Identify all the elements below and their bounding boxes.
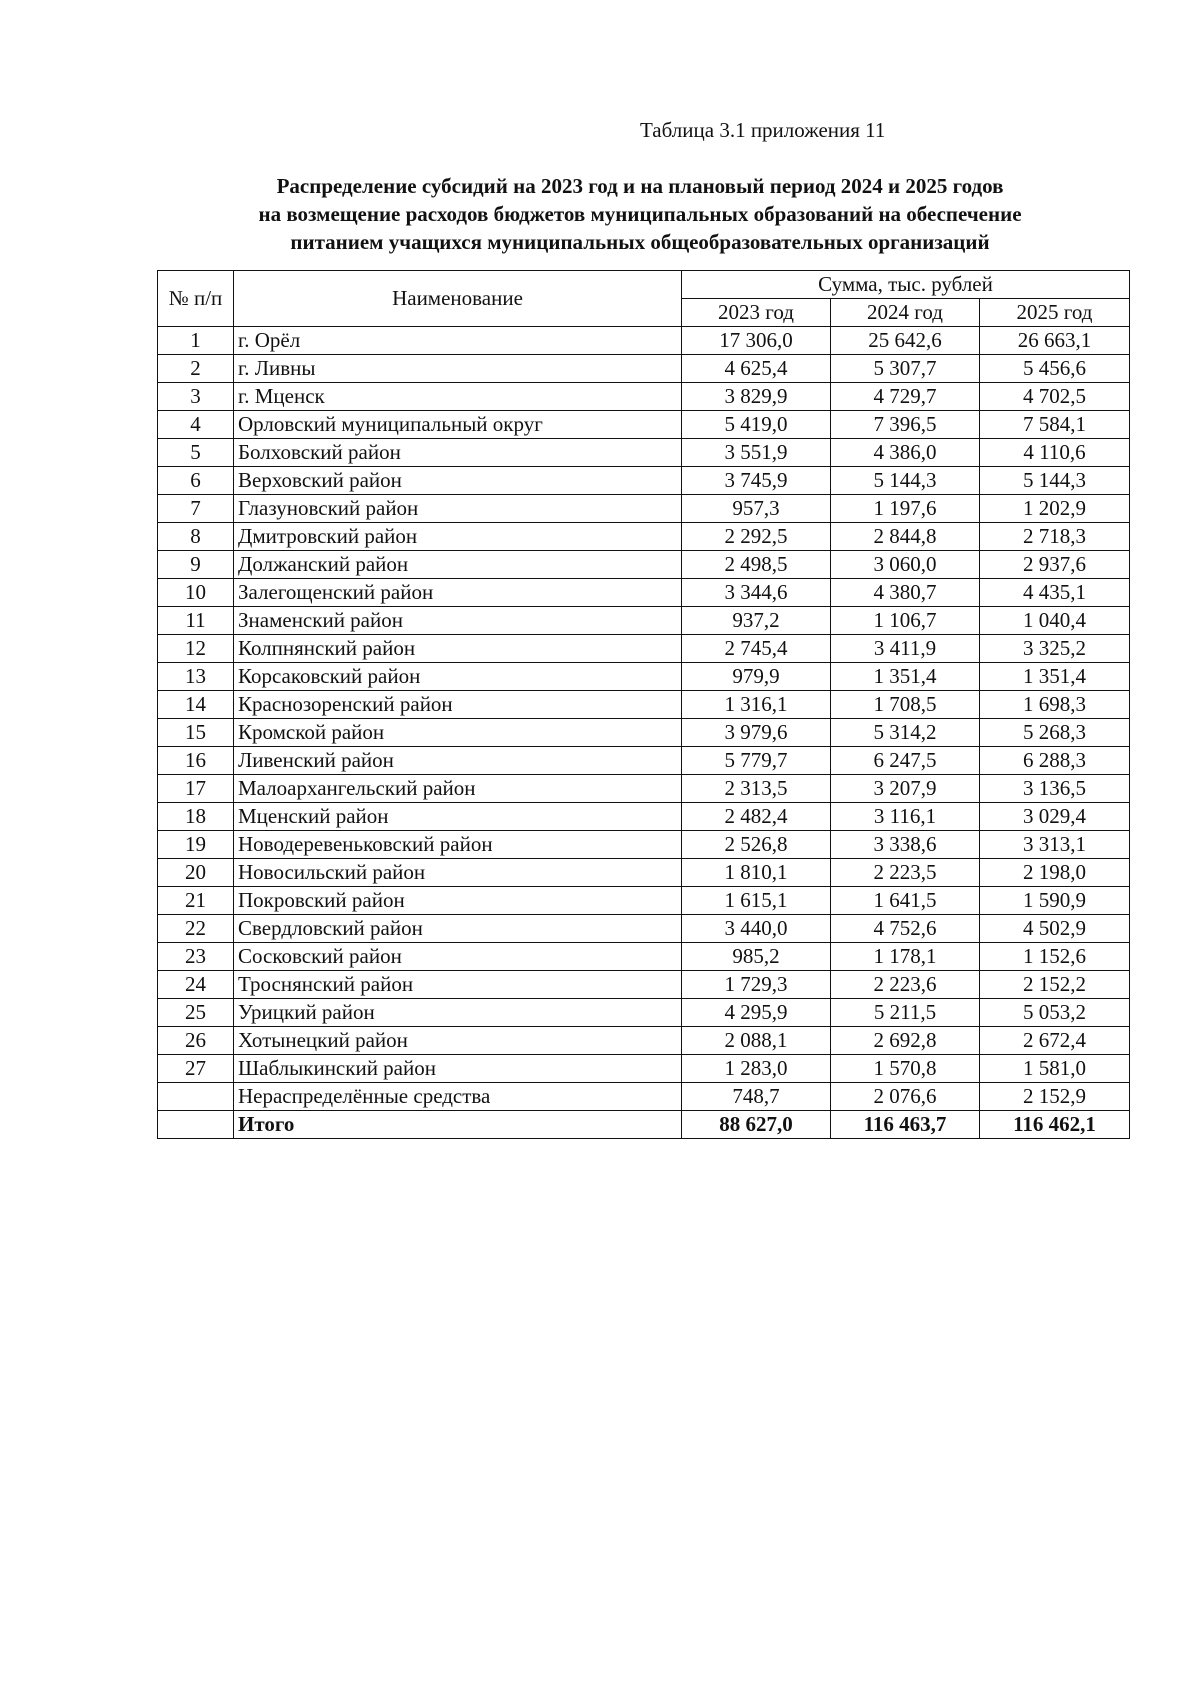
row-number-cell	[158, 1083, 234, 1111]
row-value-2023-cell: 1 283,0	[682, 1055, 831, 1083]
table-row	[158, 1083, 1130, 1111]
table-row	[158, 775, 1130, 803]
row-value-2025-cell: 2 198,0	[980, 859, 1130, 887]
row-value-2024-cell: 1 708,5	[831, 691, 980, 719]
table-row	[158, 607, 1130, 635]
row-value-2024-cell: 4 386,0	[831, 439, 980, 467]
row-value-2025-cell: 2 937,6	[980, 551, 1130, 579]
table-header	[158, 271, 1130, 327]
table-row	[158, 971, 1130, 999]
table-row	[158, 551, 1130, 579]
table-row	[158, 887, 1130, 915]
row-value-2024-cell: 5 211,5	[831, 999, 980, 1027]
row-value-2023-cell: 5 419,0	[682, 411, 831, 439]
row-value-2023-cell: 3 829,9	[682, 383, 831, 411]
row-value-2023-cell: 2 526,8	[682, 831, 831, 859]
total-number-cell	[158, 1111, 234, 1139]
header-year-2024: 2024 год	[831, 299, 980, 327]
row-number-cell: 22	[158, 915, 234, 943]
row-value-2025-cell: 5 053,2	[980, 999, 1130, 1027]
row-value-2025-cell: 2 718,3	[980, 523, 1130, 551]
row-value-2024-cell: 6 247,5	[831, 747, 980, 775]
row-number-cell: 11	[158, 607, 234, 635]
table-row	[158, 691, 1130, 719]
row-name-cell: Сосковский район	[234, 943, 682, 971]
row-value-2023-cell: 3 551,9	[682, 439, 831, 467]
row-value-2025-cell: 3 325,2	[980, 635, 1130, 663]
row-value-2023-cell: 3 979,6	[682, 719, 831, 747]
row-value-2023-cell: 3 344,6	[682, 579, 831, 607]
row-number-cell: 26	[158, 1027, 234, 1055]
row-value-2023-cell: 2 088,1	[682, 1027, 831, 1055]
table-row	[158, 915, 1130, 943]
row-name-cell: Дмитровский район	[234, 523, 682, 551]
total-2025-cell: 116 462,1	[980, 1111, 1130, 1139]
row-name-cell: Ливенский район	[234, 747, 682, 775]
table-row	[158, 831, 1130, 859]
row-number-cell: 10	[158, 579, 234, 607]
title-line: на возмещение расходов бюджетов муниципальных образований на обеспечение	[258, 202, 1022, 226]
row-value-2025-cell: 1 040,4	[980, 607, 1130, 635]
row-value-2024-cell: 1 570,8	[831, 1055, 980, 1083]
row-value-2025-cell: 2 672,4	[980, 1027, 1130, 1055]
row-number-cell: 3	[158, 383, 234, 411]
row-value-2023-cell: 979,9	[682, 663, 831, 691]
row-number-cell: 2	[158, 355, 234, 383]
table-row	[158, 495, 1130, 523]
table-row	[158, 467, 1130, 495]
row-value-2025-cell: 1 152,6	[980, 943, 1130, 971]
row-value-2023-cell: 2 498,5	[682, 551, 831, 579]
row-value-2025-cell: 3 029,4	[980, 803, 1130, 831]
row-number-cell: 13	[158, 663, 234, 691]
row-value-2025-cell: 4 110,6	[980, 439, 1130, 467]
table-row	[158, 803, 1130, 831]
row-number-cell: 17	[158, 775, 234, 803]
row-value-2025-cell: 1 581,0	[980, 1055, 1130, 1083]
row-value-2025-cell: 5 456,6	[980, 355, 1130, 383]
row-number-cell: 15	[158, 719, 234, 747]
row-value-2025-cell: 4 435,1	[980, 579, 1130, 607]
row-name-cell: Новодеревеньковский район	[234, 831, 682, 859]
row-value-2023-cell: 1 615,1	[682, 887, 831, 915]
header-year-2025: 2025 год	[980, 299, 1130, 327]
row-value-2025-cell: 2 152,2	[980, 971, 1130, 999]
row-number-cell: 21	[158, 887, 234, 915]
row-value-2024-cell: 3 060,0	[831, 551, 980, 579]
table-row	[158, 1027, 1130, 1055]
row-name-cell: Корсаковский район	[234, 663, 682, 691]
row-value-2024-cell: 3 411,9	[831, 635, 980, 663]
header-num: № п/п	[158, 271, 234, 327]
row-name-cell: Колпнянский район	[234, 635, 682, 663]
row-value-2023-cell: 748,7	[682, 1083, 831, 1111]
row-value-2025-cell: 3 136,5	[980, 775, 1130, 803]
row-value-2023-cell: 2 745,4	[682, 635, 831, 663]
row-number-cell: 12	[158, 635, 234, 663]
table-reference: Таблица 3.1 приложения 11	[640, 118, 886, 142]
row-value-2024-cell: 2 692,8	[831, 1027, 980, 1055]
total-label-cell: Итого	[234, 1111, 682, 1139]
row-number-cell: 5	[158, 439, 234, 467]
row-value-2025-cell: 5 268,3	[980, 719, 1130, 747]
row-value-2023-cell: 4 625,4	[682, 355, 831, 383]
table-row	[158, 1055, 1130, 1083]
table-row	[158, 355, 1130, 383]
table-row	[158, 327, 1130, 355]
row-name-cell: Болховский район	[234, 439, 682, 467]
row-number-cell: 24	[158, 971, 234, 999]
row-number-cell: 27	[158, 1055, 234, 1083]
row-value-2024-cell: 4 380,7	[831, 579, 980, 607]
row-value-2025-cell: 2 152,9	[980, 1083, 1130, 1111]
table-row	[158, 999, 1130, 1027]
row-value-2023-cell: 1 316,1	[682, 691, 831, 719]
row-value-2025-cell: 7 584,1	[980, 411, 1130, 439]
row-value-2024-cell: 1 641,5	[831, 887, 980, 915]
header-year-2023: 2023 год	[682, 299, 831, 327]
total-2023-cell: 88 627,0	[682, 1111, 831, 1139]
table-row	[158, 635, 1130, 663]
subsidy-table	[157, 270, 1130, 1139]
row-name-cell: Залегощенский район	[234, 579, 682, 607]
row-name-cell: г. Ливны	[234, 355, 682, 383]
table-row	[158, 579, 1130, 607]
row-number-cell: 16	[158, 747, 234, 775]
row-name-cell: Урицкий район	[234, 999, 682, 1027]
row-number-cell: 20	[158, 859, 234, 887]
row-value-2024-cell: 4 729,7	[831, 383, 980, 411]
row-name-cell: Должанский район	[234, 551, 682, 579]
row-value-2023-cell: 2 482,4	[682, 803, 831, 831]
row-value-2025-cell: 4 502,9	[980, 915, 1130, 943]
table-row	[158, 719, 1130, 747]
row-value-2024-cell: 1 178,1	[831, 943, 980, 971]
row-name-cell: Нераспределённые средства	[234, 1083, 682, 1111]
row-value-2025-cell: 26 663,1	[980, 327, 1130, 355]
row-name-cell: Хотынецкий район	[234, 1027, 682, 1055]
row-number-cell: 1	[158, 327, 234, 355]
document-title	[150, 172, 1130, 256]
row-name-cell: Верховский район	[234, 467, 682, 495]
total-2024-cell: 116 463,7	[831, 1111, 980, 1139]
row-name-cell: Мценский район	[234, 803, 682, 831]
row-value-2023-cell: 2 313,5	[682, 775, 831, 803]
row-value-2023-cell: 3 440,0	[682, 915, 831, 943]
row-value-2024-cell: 3 338,6	[831, 831, 980, 859]
row-value-2025-cell: 1 202,9	[980, 495, 1130, 523]
row-value-2025-cell: 1 590,9	[980, 887, 1130, 915]
row-value-2024-cell: 1 106,7	[831, 607, 980, 635]
row-name-cell: Краснозоренский район	[234, 691, 682, 719]
row-value-2023-cell: 937,2	[682, 607, 831, 635]
row-value-2024-cell: 2 223,5	[831, 859, 980, 887]
table-row	[158, 943, 1130, 971]
row-value-2024-cell: 2 223,6	[831, 971, 980, 999]
title-line: Распределение субсидий на 2023 год и на плановый период 2024 и 2025 годов	[276, 174, 1004, 198]
row-name-cell: Новосильский район	[234, 859, 682, 887]
row-name-cell: Троснянский район	[234, 971, 682, 999]
row-value-2024-cell: 25 642,6	[831, 327, 980, 355]
row-value-2023-cell: 1 729,3	[682, 971, 831, 999]
row-value-2023-cell: 1 810,1	[682, 859, 831, 887]
row-value-2025-cell: 1 351,4	[980, 663, 1130, 691]
row-value-2024-cell: 5 144,3	[831, 467, 980, 495]
row-number-cell: 23	[158, 943, 234, 971]
row-value-2024-cell: 2 076,6	[831, 1083, 980, 1111]
table-row	[158, 439, 1130, 467]
row-value-2023-cell: 3 745,9	[682, 467, 831, 495]
table-row	[158, 747, 1130, 775]
row-number-cell: 18	[158, 803, 234, 831]
row-value-2023-cell: 985,2	[682, 943, 831, 971]
row-name-cell: Орловский муниципальный округ	[234, 411, 682, 439]
row-name-cell: Кромской район	[234, 719, 682, 747]
row-name-cell: г. Орёл	[234, 327, 682, 355]
row-value-2023-cell: 5 779,7	[682, 747, 831, 775]
row-value-2024-cell: 3 116,1	[831, 803, 980, 831]
row-name-cell: Шаблыкинский район	[234, 1055, 682, 1083]
row-value-2024-cell: 4 752,6	[831, 915, 980, 943]
row-value-2025-cell: 4 702,5	[980, 383, 1130, 411]
title-line: питанием учащихся муниципальных общеобразовательных организаций	[290, 230, 990, 254]
row-number-cell: 25	[158, 999, 234, 1027]
table-row	[158, 859, 1130, 887]
total-row	[158, 1111, 1130, 1139]
header-name: Наименование	[234, 271, 682, 327]
row-value-2025-cell: 6 288,3	[980, 747, 1130, 775]
row-name-cell: Малоархангельский район	[234, 775, 682, 803]
row-number-cell: 9	[158, 551, 234, 579]
row-value-2024-cell: 5 307,7	[831, 355, 980, 383]
table-row	[158, 411, 1130, 439]
row-name-cell: Глазуновский район	[234, 495, 682, 523]
row-value-2024-cell: 5 314,2	[831, 719, 980, 747]
row-value-2024-cell: 7 396,5	[831, 411, 980, 439]
table-row	[158, 383, 1130, 411]
row-name-cell: Знаменский район	[234, 607, 682, 635]
header-sum: Сумма, тыс. рублей	[682, 271, 1130, 299]
row-value-2023-cell: 2 292,5	[682, 523, 831, 551]
row-value-2025-cell: 3 313,1	[980, 831, 1130, 859]
row-value-2023-cell: 17 306,0	[682, 327, 831, 355]
row-number-cell: 4	[158, 411, 234, 439]
table-body	[158, 327, 1130, 1139]
row-value-2024-cell: 1 351,4	[831, 663, 980, 691]
row-value-2025-cell: 5 144,3	[980, 467, 1130, 495]
row-name-cell: Покровский район	[234, 887, 682, 915]
row-number-cell: 19	[158, 831, 234, 859]
row-value-2024-cell: 2 844,8	[831, 523, 980, 551]
row-value-2024-cell: 1 197,6	[831, 495, 980, 523]
row-value-2023-cell: 4 295,9	[682, 999, 831, 1027]
row-number-cell: 7	[158, 495, 234, 523]
row-number-cell: 6	[158, 467, 234, 495]
row-value-2025-cell: 1 698,3	[980, 691, 1130, 719]
table-row	[158, 663, 1130, 691]
row-name-cell: Свердловский район	[234, 915, 682, 943]
table-row	[158, 523, 1130, 551]
row-number-cell: 14	[158, 691, 234, 719]
row-value-2024-cell: 3 207,9	[831, 775, 980, 803]
row-name-cell: г. Мценск	[234, 383, 682, 411]
row-number-cell: 8	[158, 523, 234, 551]
row-value-2023-cell: 957,3	[682, 495, 831, 523]
